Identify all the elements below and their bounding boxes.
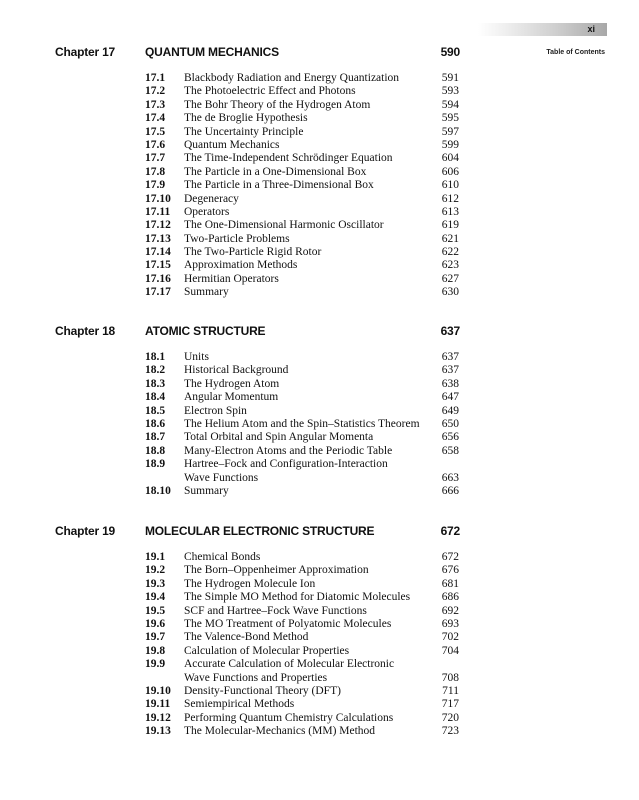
- section-entry: [0, 564, 639, 577]
- section-number: 18.7: [145, 431, 166, 444]
- section-number: 17.17: [145, 286, 171, 299]
- section-entry: [0, 551, 639, 564]
- section-entry: [0, 431, 639, 444]
- section-entry: [0, 658, 639, 671]
- section-number: 17.13: [145, 232, 171, 245]
- section-page: 666: [441, 484, 459, 497]
- section-page: 672: [441, 551, 459, 563]
- chapter-heading: [0, 324, 639, 342]
- section-page: 711: [442, 684, 459, 697]
- section-title: The Helium Atom and the Spin–Statistics Theorem: [184, 417, 420, 430]
- section-number: 19.3: [145, 577, 166, 590]
- section-number: 18.10: [145, 484, 171, 497]
- section-entry: [0, 126, 639, 139]
- section-number: 17.8: [145, 165, 166, 178]
- section-page: 613: [441, 205, 459, 218]
- section-entry: [0, 698, 639, 711]
- chapter-label: Chapter 18: [55, 324, 116, 338]
- section-title: Total Orbital and Spin Angular Momenta: [184, 431, 374, 444]
- section-entry: [0, 179, 639, 192]
- section-number: 19.1: [145, 551, 166, 563]
- section-number: 17.11: [145, 205, 171, 218]
- section-page: 663: [441, 471, 459, 484]
- section-title: The Two-Particle Rigid Rotor: [184, 246, 322, 259]
- section-entry: [0, 445, 639, 458]
- section-page: 702: [441, 631, 459, 644]
- section-title: The Born–Oppenheimer Approximation: [184, 564, 369, 577]
- chapter-page: 672: [440, 524, 460, 538]
- section-page: 681: [441, 577, 459, 590]
- section-number: 19.10: [145, 684, 171, 697]
- section-number: 19.4: [145, 591, 166, 604]
- page-number: xi: [587, 24, 595, 34]
- section-number: 19.5: [145, 604, 166, 617]
- section-page: 649: [441, 404, 459, 417]
- section-entry: [0, 85, 639, 98]
- section-number: 17.6: [145, 138, 166, 151]
- section-title: Angular Momentum: [184, 391, 279, 404]
- section-page: 593: [441, 85, 459, 98]
- section-page: 604: [441, 152, 459, 165]
- section-entry: [0, 246, 639, 259]
- section-number: 18.3: [145, 377, 166, 390]
- section-number: 17.16: [145, 272, 171, 285]
- section-page: 720: [441, 711, 459, 724]
- section-title: Many-Electron Atoms and the Periodic Table: [184, 444, 393, 457]
- section-page: 591: [441, 72, 459, 84]
- section-title: Hermitian Operators: [184, 272, 279, 285]
- section-title: Summary: [184, 286, 229, 299]
- section-entry: [0, 166, 639, 179]
- chapter-page: 637: [440, 324, 460, 338]
- section-title: The Uncertainty Principle: [184, 125, 304, 138]
- section-title: The Molecular-Mechanics (MM) Method: [184, 725, 376, 738]
- section-number: 17.14: [145, 246, 171, 259]
- section-number: 18.6: [145, 417, 166, 430]
- chapter-label: Chapter 17: [55, 45, 116, 59]
- chapter-label: Chapter 19: [55, 524, 116, 538]
- section-title: Calculation of Molecular Properties: [184, 644, 350, 657]
- section-title: Chemical Bonds: [184, 551, 261, 563]
- section-entry: [0, 378, 639, 391]
- section-page: 692: [441, 604, 459, 617]
- section-number: 17.10: [145, 192, 171, 205]
- section-entry: [0, 725, 639, 738]
- section-number: 19.8: [145, 644, 166, 657]
- section-page: 637: [441, 364, 459, 377]
- section-number: 17.4: [145, 112, 166, 125]
- section-entry: [0, 618, 639, 631]
- section-title: Blackbody Radiation and Energy Quantization: [184, 72, 400, 84]
- section-title: The Hydrogen Molecule Ion: [184, 577, 316, 590]
- section-entry: [0, 364, 639, 377]
- section-number: 17.7: [145, 152, 166, 165]
- section-page: 597: [441, 125, 459, 138]
- section-title: The Bohr Theory of the Hydrogen Atom: [184, 98, 371, 111]
- section-title: Approximation Methods: [184, 259, 298, 272]
- section-entry: [0, 485, 639, 498]
- section-title: The MO Treatment of Polyatomic Molecules: [184, 617, 392, 630]
- chapter-block: [0, 45, 639, 299]
- section-entry: [0, 351, 639, 364]
- section-entry: [0, 273, 639, 286]
- section-title: Density-Functional Theory (DFT): [184, 684, 341, 697]
- section-entry: [0, 685, 639, 698]
- section-page: 686: [441, 591, 459, 604]
- section-page: 656: [441, 431, 459, 444]
- section-page: 717: [441, 698, 459, 711]
- section-entry: [0, 233, 639, 246]
- section-title: The Valence-Bond Method: [184, 631, 309, 644]
- section-title: Electron Spin: [184, 404, 247, 417]
- section-entry: [0, 631, 639, 644]
- section-entry: [0, 458, 639, 471]
- section-page: 693: [441, 617, 459, 630]
- section-entry: [0, 672, 639, 685]
- section-title: SCF and Hartree–Fock Wave Functions: [184, 604, 367, 617]
- section-title: The Photoelectric Effect and Photons: [184, 85, 356, 98]
- page-tab: [478, 23, 607, 36]
- section-title: The Simple MO Method for Diatomic Molecules: [184, 591, 411, 604]
- section-entry: [0, 219, 639, 232]
- section-page: 595: [441, 112, 459, 125]
- section-page: 606: [441, 165, 459, 178]
- section-entry: [0, 139, 639, 152]
- section-entry: [0, 472, 639, 485]
- section-number: 19.11: [145, 698, 171, 711]
- section-page: 676: [441, 564, 459, 577]
- section-entry: [0, 112, 639, 125]
- section-title: The Hydrogen Atom: [184, 377, 280, 390]
- section-number: 17.5: [145, 125, 166, 138]
- section-page: 637: [441, 351, 459, 363]
- chapter-title: ATOMIC STRUCTURE: [145, 324, 266, 338]
- section-page: 650: [441, 417, 459, 430]
- section-number: 19.7: [145, 631, 166, 644]
- chapter-heading: [0, 524, 639, 542]
- section-title: Performing Quantum Chemistry Calculations: [184, 711, 394, 724]
- section-page: 647: [441, 391, 459, 404]
- section-title: Degeneracy: [184, 192, 239, 205]
- section-list: [0, 551, 639, 738]
- section-number: 17.15: [145, 259, 171, 272]
- section-page: 704: [441, 644, 459, 657]
- section-entry: [0, 418, 639, 431]
- section-page: 619: [441, 219, 459, 232]
- section-title: Accurate Calculation of Molecular Electronic: [184, 658, 395, 671]
- section-page: 708: [441, 671, 459, 684]
- section-entry: [0, 206, 639, 219]
- section-entry: [0, 259, 639, 272]
- section-number: 18.2: [145, 364, 166, 377]
- chapter-block: [0, 324, 639, 497]
- section-page: 723: [441, 725, 459, 738]
- section-number: 19.2: [145, 564, 166, 577]
- section-title: Historical Background: [184, 364, 289, 377]
- section-entry: [0, 72, 639, 85]
- section-page: 612: [441, 192, 459, 205]
- section-page: 627: [441, 272, 459, 285]
- section-entry: [0, 405, 639, 418]
- section-title: Summary: [184, 484, 229, 497]
- section-entry: [0, 712, 639, 725]
- section-list: [0, 351, 639, 498]
- section-title: Operators: [184, 205, 230, 218]
- section-number: 19.13: [145, 725, 171, 738]
- section-page: 630: [441, 286, 459, 299]
- section-number: 17.1: [145, 72, 166, 84]
- section-page: 599: [441, 138, 459, 151]
- section-number: 17.9: [145, 179, 166, 192]
- chapter-page: 590: [440, 45, 460, 59]
- section-entry: [0, 152, 639, 165]
- section-title: The One-Dimensional Harmonic Oscillator: [184, 219, 384, 232]
- section-title: The de Broglie Hypothesis: [184, 112, 308, 125]
- section-list: [0, 72, 639, 300]
- section-number: 18.8: [145, 444, 166, 457]
- section-entry: [0, 99, 639, 112]
- section-number: 18.9: [145, 458, 166, 471]
- chapter-heading: [0, 45, 639, 63]
- section-number: 17.2: [145, 85, 166, 98]
- section-title: Two-Particle Problems: [184, 232, 290, 245]
- section-page: 623: [441, 259, 459, 272]
- section-page: 622: [441, 246, 459, 259]
- section-page: 594: [441, 98, 459, 111]
- section-page: 610: [441, 179, 459, 192]
- section-title: Wave Functions and Properties: [184, 671, 328, 684]
- section-number: 17.3: [145, 98, 166, 111]
- section-number: 19.6: [145, 617, 166, 630]
- section-number: 19.12: [145, 711, 171, 724]
- section-entry: [0, 578, 639, 591]
- section-entry: [0, 645, 639, 658]
- section-page: 658: [441, 444, 459, 457]
- section-page: 621: [441, 232, 459, 245]
- section-entry: [0, 605, 639, 618]
- section-number: 17.12: [145, 219, 171, 232]
- section-title: Wave Functions: [184, 471, 259, 484]
- section-title: Hartree–Fock and Configuration-Interaction: [184, 458, 388, 471]
- section-title: Semiempirical Methods: [184, 698, 295, 711]
- section-title: Units: [184, 351, 209, 363]
- section-number: 18.1: [145, 351, 166, 363]
- chapter-title: MOLECULAR ELECTRONIC STRUCTURE: [145, 524, 375, 538]
- chapter-title: QUANTUM MECHANICS: [145, 45, 279, 59]
- running-title: Table of Contents: [546, 49, 605, 56]
- chapter-block: [0, 524, 639, 738]
- section-page: 638: [441, 377, 459, 390]
- section-title: The Particle in a One-Dimensional Box: [184, 165, 367, 178]
- section-entry: [0, 193, 639, 206]
- section-title: Quantum Mechanics: [184, 138, 280, 151]
- section-entry: [0, 286, 639, 299]
- section-number: 18.5: [145, 404, 166, 417]
- section-number: 19.9: [145, 658, 166, 671]
- section-title: The Particle in a Three-Dimensional Box: [184, 179, 374, 192]
- section-title: The Time-Independent Schrödinger Equation: [184, 152, 393, 165]
- section-number: 18.4: [145, 391, 166, 404]
- section-entry: [0, 391, 639, 404]
- section-entry: [0, 591, 639, 604]
